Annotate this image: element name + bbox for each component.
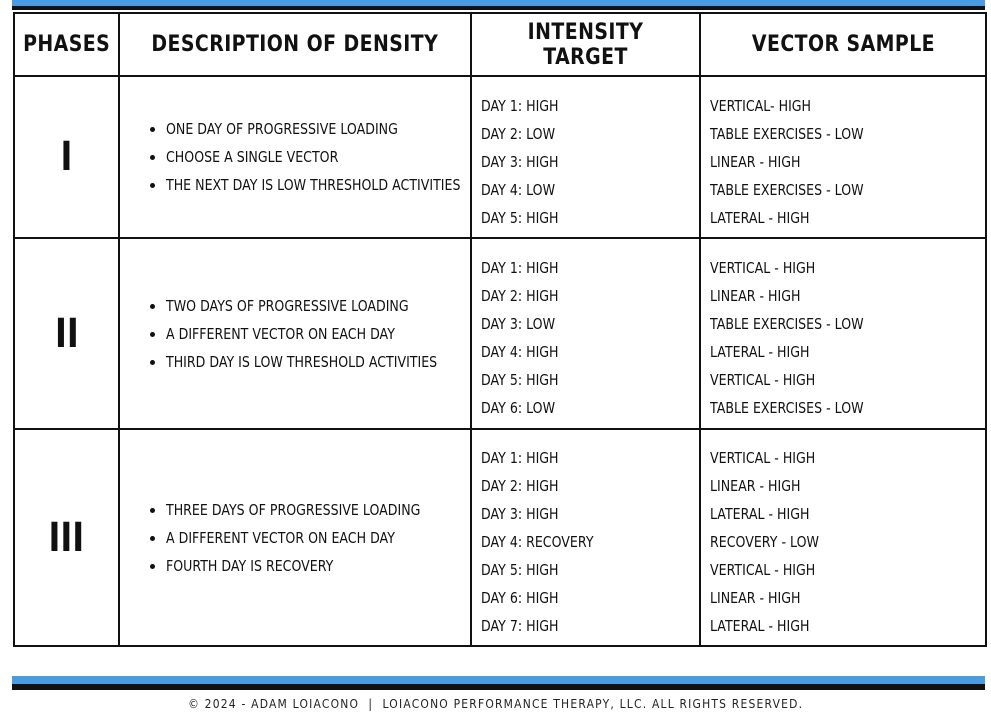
header-vector: VECTOR SAMPLE	[700, 13, 986, 76]
phase-cell	[14, 429, 119, 646]
vector-item: VERTICAL - HIGH	[710, 259, 816, 277]
bottom-rule	[12, 684, 985, 690]
intensity-item: DAY 1: HIGH	[481, 97, 559, 115]
phase-label: I	[60, 134, 73, 180]
list-item: • CHOOSE A SINGLE VECTOR	[166, 143, 470, 171]
list-item: • THIRD DAY IS LOW THRESHOLD ACTIVITIES	[166, 348, 470, 376]
phase-cell	[14, 238, 119, 429]
intensity-item: DAY 2: HIGH	[481, 287, 559, 305]
intensity-item: DAY 6: LOW	[481, 399, 556, 417]
header-phases: PHASES	[14, 13, 119, 76]
phase-cell	[14, 76, 119, 238]
vector-cell	[700, 429, 986, 646]
vector-item: RECOVERY - LOW	[710, 533, 819, 551]
intensity-item: DAY 4: HIGH	[481, 343, 559, 361]
intensity-item: DAY 3: LOW	[481, 315, 556, 333]
vector-item: LINEAR - HIGH	[710, 477, 801, 495]
vector-item: TABLE EXERCISES - LOW	[710, 315, 864, 333]
bottom-accent-bar	[12, 676, 985, 684]
intensity-item: DAY 4: RECOVERY	[481, 533, 594, 551]
list-item: • THREE DAYS OF PROGRESSIVE LOADING	[166, 496, 470, 524]
header-row	[14, 13, 986, 76]
vector-item: TABLE EXERCISES - LOW	[710, 181, 864, 199]
intensity-item: DAY 1: HIGH	[481, 259, 559, 277]
list-item: • THE NEXT DAY IS LOW THRESHOLD ACTIVITIES	[166, 171, 470, 199]
intensity-item: DAY 5: HIGH	[481, 371, 559, 389]
description-cell	[119, 238, 471, 429]
intensity-item: DAY 2: HIGH	[481, 477, 559, 495]
table-row	[14, 76, 986, 238]
list-item: • ONE DAY OF PROGRESSIVE LOADING	[166, 115, 470, 143]
description-list	[120, 292, 470, 376]
list-item: • A DIFFERENT VECTOR ON EACH DAY	[166, 524, 470, 552]
header-intensity: INTENSITY TARGET	[471, 13, 700, 76]
vector-item: VERTICAL- HIGH	[710, 97, 812, 115]
vector-item: LATERAL - HIGH	[710, 343, 810, 361]
intensity-item: DAY 3: HIGH	[481, 505, 559, 523]
phases-table	[13, 12, 987, 647]
vector-cell	[700, 76, 986, 238]
description-cell	[119, 429, 471, 646]
table-row	[14, 429, 986, 646]
vector-item: LINEAR - HIGH	[710, 153, 801, 171]
intensity-item: DAY 6: HIGH	[481, 589, 559, 607]
table-row	[14, 238, 986, 429]
description-cell	[119, 76, 471, 238]
description-list	[120, 115, 470, 199]
vector-item: LINEAR - HIGH	[710, 589, 801, 607]
phase-label: III	[48, 514, 85, 561]
intensity-cell	[471, 76, 700, 238]
intensity-item: DAY 5: HIGH	[481, 209, 559, 227]
intensity-item: DAY 2: LOW	[481, 125, 556, 143]
intensity-cell	[471, 429, 700, 646]
list-item: • TWO DAYS OF PROGRESSIVE LOADING	[166, 292, 470, 320]
intensity-item: DAY 5: HIGH	[481, 561, 559, 579]
vector-item: TABLE EXERCISES - LOW	[710, 125, 864, 143]
header-description: DESCRIPTION OF DENSITY	[119, 13, 471, 76]
phase-label: II	[54, 310, 79, 357]
vector-item: VERTICAL - HIGH	[710, 371, 816, 389]
vector-item: LATERAL - HIGH	[710, 505, 810, 523]
intensity-item: DAY 3: HIGH	[481, 153, 559, 171]
intensity-item: DAY 7: HIGH	[481, 617, 559, 635]
intensity-cell	[471, 238, 700, 429]
list-item: • FOURTH DAY IS RECOVERY	[166, 552, 470, 580]
vector-item: VERTICAL - HIGH	[710, 449, 816, 467]
vector-cell	[700, 238, 986, 429]
intensity-item: DAY 4: LOW	[481, 181, 556, 199]
vector-item: TABLE EXERCISES - LOW	[710, 399, 864, 417]
description-list	[120, 496, 470, 580]
vector-item: LINEAR - HIGH	[710, 287, 801, 305]
vector-item: LATERAL - HIGH	[710, 209, 810, 227]
top-rule	[12, 6, 985, 10]
copyright-footer: © 2024 - ADAM LOIACONO | LOIACONO PERFORMANCE THERAPY, LLC. ALL RIGHTS RESERVED.	[187, 696, 804, 711]
list-item: • A DIFFERENT VECTOR ON EACH DAY	[166, 320, 470, 348]
vector-item: LATERAL - HIGH	[710, 617, 810, 635]
intensity-item: DAY 1: HIGH	[481, 449, 559, 467]
vector-item: VERTICAL - HIGH	[710, 561, 816, 579]
